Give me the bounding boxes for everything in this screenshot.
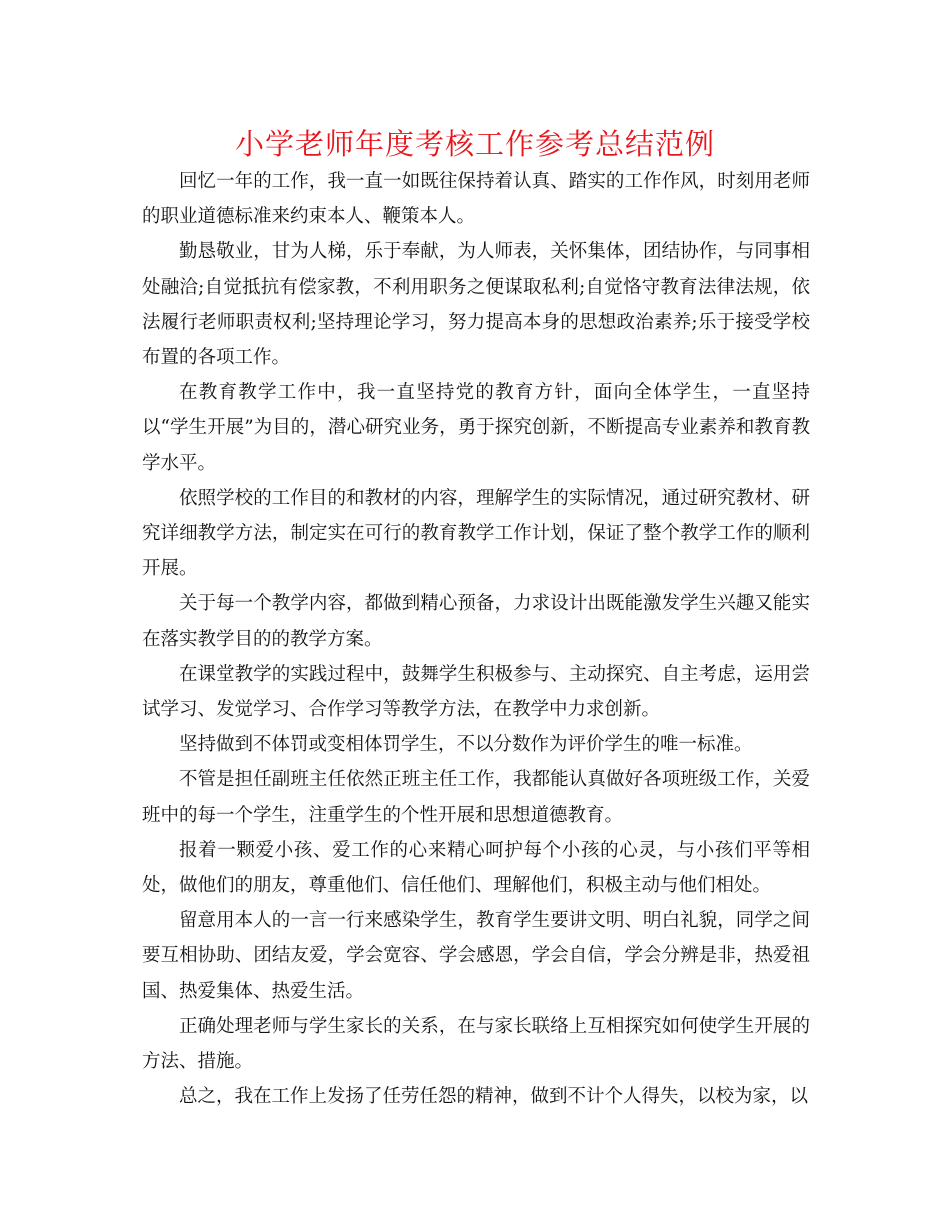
paragraph: 在课堂教学的实践过程中，鼓舞学生积极参与、主动探究、自主考虑，运用尝试学习、发觉学习、合作学习等教学方法，在教学中力求创新。 xyxy=(142,663,810,721)
paragraph: 报着一颗爱小孩、爱工作的心来精心呵护每个小孩的心灵，与小孩们平等相处，做他们的朋友，尊重他们、信任他们、理解他们，积极主动与他们相处。 xyxy=(142,839,810,897)
paragraph: 勤恳敬业，甘为人梯，乐于奉献，为人师表，关怀集体，团结协作，与同事相处融洽;自觉抵抗有偿家教，不利用职务之便谋取私利;自觉恪守教育法律法规，依法履行老师职责权利;坚持理论学习，努力提高本身的思想政治素养;乐于接受学校布置的各项工作。 xyxy=(142,241,810,369)
document-title: 小学老师年度考核工作参考总结范例 xyxy=(234,127,715,161)
document-body xyxy=(142,164,810,1114)
paragraph: 回忆一年的工作，我一直一如既往保持着认真、踏实的工作作风，时刻用老师的职业道德标准来约束本人、鞭策本人。 xyxy=(142,171,810,228)
paragraph: 关于每一个教学内容，都做到精心预备，力求设计出既能激发学生兴趣又能实在落实教学目的的教学方案。 xyxy=(142,593,810,650)
paragraph: 不管是担任副班主任依然正班主任工作，我都能认真做好各项班级工作，关爱班中的每一个学生，注重学生的个性开展和思想道德教育。 xyxy=(142,769,810,826)
paragraph: 总之，我在工作上发扬了任劳任怨的精神，做到不计个人得失，以校为家，以 xyxy=(179,1086,809,1108)
paragraph: 在教育教学工作中，我一直坚持党的教育方针，面向全体学生，一直坚持以“学生开展”为目的，潜心研究业务，勇于探究创新，不断提高专业素养和教育教学水平。 xyxy=(142,382,810,474)
paragraph: 依照学校的工作目的和教材的内容，理解学生的实际情况，通过研究教材、研究详细教学方法，制定实在可行的教育教学工作计划，保证了整个教学工作的顺利开展。 xyxy=(142,487,810,580)
paragraph: 坚持做到不体罚或变相体罚学生，不以分数作为评价学生的唯一标准。 xyxy=(179,734,753,756)
paragraph: 留意用本人的一言一行来感染学生，教育学生要讲文明、明白礼貌，同学之间要互相协助、团结友爱，学会宽容、学会感恩，学会自信，学会分辨是非，热爱祖国、热爱集体、热爱生活。 xyxy=(142,910,810,1002)
paragraph: 正确处理老师与学生家长的关系，在与家长联络上互相探究如何使学生开展的方法、措施。 xyxy=(142,1015,810,1073)
